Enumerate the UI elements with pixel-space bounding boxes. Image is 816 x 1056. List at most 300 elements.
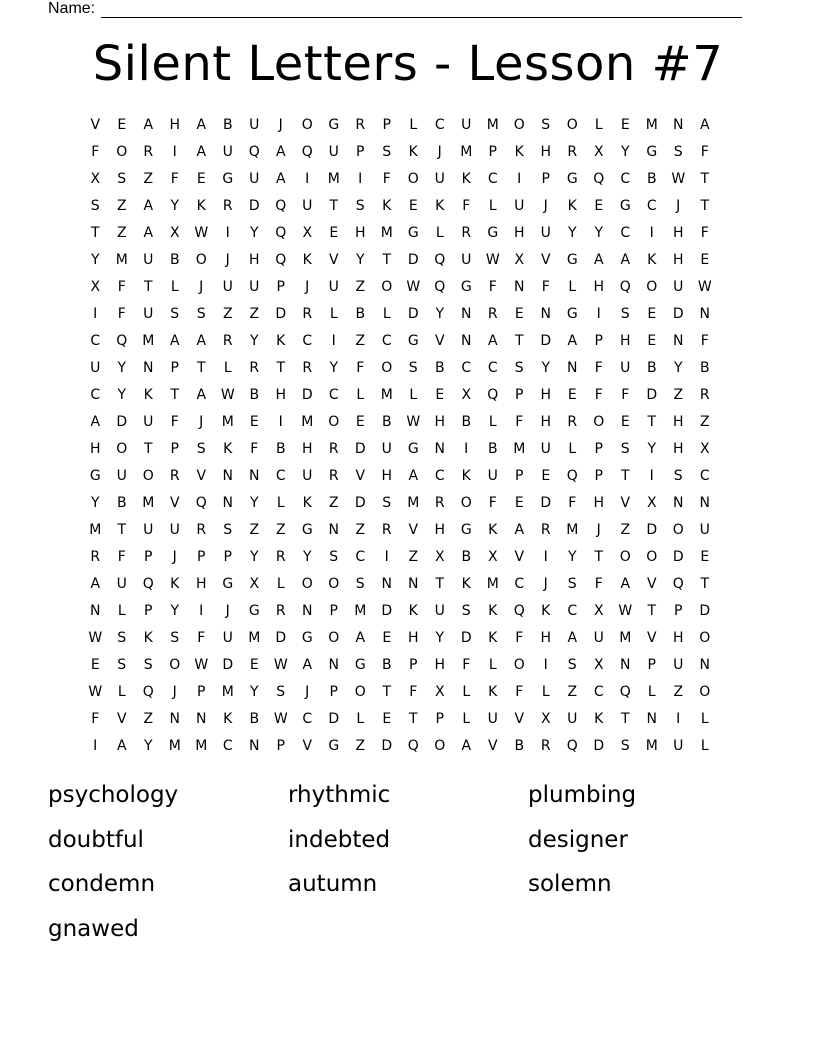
grid-letter: E xyxy=(90,657,100,673)
grid-letter: T xyxy=(382,252,392,268)
word-search-grid xyxy=(82,112,718,760)
grid-letter: U xyxy=(169,522,180,538)
grid-letter: F xyxy=(594,576,603,592)
grid-letter: M xyxy=(142,495,155,511)
grid-letter: N xyxy=(328,522,339,538)
grid-letter: M xyxy=(89,522,102,538)
grid-letter: P xyxy=(223,549,232,565)
grid-letter: H xyxy=(672,441,684,457)
grid-letter: E xyxy=(196,171,206,187)
grid-letter: A xyxy=(408,468,419,484)
grid-letter: Y xyxy=(567,225,577,241)
grid-letter: B xyxy=(355,306,366,322)
grid-letter: H xyxy=(593,279,605,295)
grid-letter: F xyxy=(462,657,471,673)
grid-letter: M xyxy=(460,144,473,160)
grid-letter: Z xyxy=(116,225,127,241)
grid-letter: F xyxy=(117,306,126,322)
grid-letter: Z xyxy=(143,711,154,727)
grid-letter: F xyxy=(170,171,179,187)
grid-letter: S xyxy=(355,198,365,214)
grid-letter: T xyxy=(647,603,657,619)
grid-letter: A xyxy=(275,171,286,187)
grid-letter: Z xyxy=(673,387,684,403)
grid-letter: E xyxy=(355,414,365,430)
grid-letter: P xyxy=(329,684,338,700)
grid-letter: R xyxy=(249,360,260,376)
grid-letter: P xyxy=(170,360,179,376)
grid-letter: J xyxy=(437,144,442,160)
grid-letter: H xyxy=(248,252,260,268)
grid-letter: B xyxy=(249,711,260,727)
grid-letter: N xyxy=(90,603,101,619)
grid-letter: C xyxy=(487,360,498,376)
grid-letter: Y xyxy=(249,549,259,565)
grid-letter: E xyxy=(329,225,339,241)
grid-letter: Q xyxy=(116,333,128,349)
grid-letter: L xyxy=(409,387,418,403)
grid-letter: G xyxy=(646,144,658,160)
grid-letter: H xyxy=(434,414,446,430)
grid-letter: Q xyxy=(301,144,313,160)
grid-letter: C xyxy=(699,468,710,484)
grid-letter: I xyxy=(93,738,98,754)
grid-letter: F xyxy=(594,387,603,403)
grid-letter: R xyxy=(567,414,578,430)
word-list-item: autumn xyxy=(288,871,378,897)
name-label: Name: xyxy=(48,0,96,17)
grid-letter: P xyxy=(435,711,444,727)
grid-letter: Z xyxy=(620,522,631,538)
grid-letter: F xyxy=(515,414,524,430)
grid-letter: M xyxy=(115,252,128,268)
grid-letter: U xyxy=(222,279,233,295)
grid-letter: Y xyxy=(673,360,683,376)
grid-letter: L xyxy=(276,495,285,511)
grid-letter: B xyxy=(116,495,127,511)
grid-letter: F xyxy=(488,279,497,295)
grid-letter: J xyxy=(278,117,283,133)
grid-letter: Z xyxy=(673,684,684,700)
grid-letter: G xyxy=(301,522,313,538)
grid-letter: O xyxy=(646,279,658,295)
grid-letter: B xyxy=(699,360,710,376)
grid-letter: U xyxy=(434,171,445,187)
grid-letter: S xyxy=(541,117,551,133)
grid-letter: E xyxy=(700,549,710,565)
grid-letter: E xyxy=(382,711,392,727)
grid-letter: F xyxy=(250,441,259,457)
grid-letter: J xyxy=(543,576,548,592)
grid-letter: R xyxy=(540,738,551,754)
grid-letter: D xyxy=(593,738,605,754)
grid-letter: I xyxy=(543,657,548,673)
grid-letter: Q xyxy=(407,738,419,754)
grid-letter: I xyxy=(305,171,310,187)
grid-letter: X xyxy=(487,549,498,565)
grid-letter: K xyxy=(302,252,312,268)
grid-letter: G xyxy=(248,603,260,619)
grid-letter: L xyxy=(462,684,471,700)
grid-letter: K xyxy=(170,576,180,592)
grid-letter: X xyxy=(434,684,445,700)
grid-letter: U xyxy=(328,144,339,160)
grid-letter: S xyxy=(382,144,392,160)
grid-letter: F xyxy=(356,360,365,376)
grid-letter: M xyxy=(354,603,367,619)
grid-letter: N xyxy=(249,468,260,484)
grid-letter: G xyxy=(222,576,234,592)
grid-letter: L xyxy=(276,576,285,592)
grid-letter: C xyxy=(461,360,472,376)
grid-letter: C xyxy=(487,171,498,187)
grid-letter: Y xyxy=(170,198,180,214)
grid-letter: Y xyxy=(249,495,259,511)
grid-letter: E xyxy=(567,387,577,403)
grid-letter: U xyxy=(249,171,260,187)
grid-letter: P xyxy=(197,549,206,565)
grid-letter: O xyxy=(381,360,393,376)
grid-letter: B xyxy=(434,360,445,376)
grid-letter: F xyxy=(568,495,577,511)
grid-letter: C xyxy=(434,117,445,133)
word-list xyxy=(48,777,768,955)
grid-letter: D xyxy=(381,603,393,619)
grid-letter: S xyxy=(143,657,153,673)
grid-letter: H xyxy=(169,117,181,133)
grid-letter: R xyxy=(143,144,154,160)
grid-letter: C xyxy=(90,333,101,349)
grid-letter: U xyxy=(620,360,631,376)
grid-letter: S xyxy=(117,630,127,646)
grid-letter: R xyxy=(540,522,551,538)
grid-letter: O xyxy=(407,171,419,187)
grid-letter: K xyxy=(461,171,471,187)
grid-letter: G xyxy=(407,225,419,241)
grid-letter: Q xyxy=(566,738,578,754)
grid-letter: K xyxy=(143,630,153,646)
grid-letter: J xyxy=(172,549,177,565)
grid-letter: U xyxy=(567,711,578,727)
grid-letter: Z xyxy=(328,495,339,511)
grid-letter: G xyxy=(328,117,340,133)
grid-letter: Y xyxy=(90,252,100,268)
grid-letter: Y xyxy=(117,387,127,403)
grid-letter: V xyxy=(646,576,657,592)
grid-letter: B xyxy=(222,117,233,133)
grid-letter: F xyxy=(515,630,524,646)
grid-letter: X xyxy=(169,225,180,241)
grid-letter: A xyxy=(196,387,207,403)
grid-letter: B xyxy=(381,414,392,430)
grid-letter: O xyxy=(513,657,525,673)
grid-letter: U xyxy=(540,225,551,241)
grid-letter: E xyxy=(408,198,418,214)
grid-letter: I xyxy=(596,306,601,322)
grid-letter: H xyxy=(407,630,419,646)
grid-letter: F xyxy=(382,171,391,187)
grid-letter: C xyxy=(355,549,366,565)
grid-letter: O xyxy=(169,657,181,673)
grid-letter: N xyxy=(461,306,472,322)
grid-letter: C xyxy=(302,711,313,727)
grid-letter: N xyxy=(222,468,233,484)
grid-letter: C xyxy=(328,387,339,403)
grid-letter: P xyxy=(170,441,179,457)
grid-letter: G xyxy=(89,468,101,484)
grid-letter: N xyxy=(673,117,684,133)
grid-letter: K xyxy=(461,468,471,484)
grid-letter: D xyxy=(407,252,419,268)
grid-letter: S xyxy=(170,630,180,646)
grid-letter: G xyxy=(354,657,366,673)
grid-letter: V xyxy=(514,549,525,565)
grid-letter: N xyxy=(620,657,631,673)
grid-letter: L xyxy=(329,306,338,322)
grid-letter: K xyxy=(223,441,233,457)
grid-letter: S xyxy=(355,576,365,592)
grid-letter: U xyxy=(487,468,498,484)
grid-letter: J xyxy=(225,603,230,619)
word-list-item: plumbing xyxy=(528,782,637,808)
grid-letter: P xyxy=(594,468,603,484)
grid-letter: F xyxy=(700,225,709,241)
grid-letter: X xyxy=(540,711,551,727)
grid-letter: U xyxy=(434,603,445,619)
grid-letter: C xyxy=(222,738,233,754)
grid-letter: D xyxy=(328,711,340,727)
grid-letter: L xyxy=(223,360,232,376)
grid-letter: H xyxy=(672,414,684,430)
grid-letter: B xyxy=(461,549,472,565)
grid-letter: H xyxy=(540,144,552,160)
grid-letter: I xyxy=(225,225,230,241)
grid-letter: S xyxy=(117,657,127,673)
grid-letter: O xyxy=(619,549,631,565)
grid-letter: H xyxy=(195,576,207,592)
grid-letter: J xyxy=(543,198,548,214)
grid-letter: N xyxy=(673,495,684,511)
grid-letter: D xyxy=(116,414,128,430)
grid-letter: K xyxy=(514,144,524,160)
grid-letter: E xyxy=(249,657,259,673)
grid-letter: R xyxy=(328,468,339,484)
grid-letter: T xyxy=(143,441,153,457)
grid-letter: X xyxy=(302,225,313,241)
grid-letter: R xyxy=(302,360,313,376)
grid-letter: C xyxy=(646,198,657,214)
grid-letter: Y xyxy=(647,441,657,457)
grid-letter: U xyxy=(461,252,472,268)
grid-letter: M xyxy=(513,441,526,457)
grid-letter: B xyxy=(249,387,260,403)
grid-letter: N xyxy=(514,279,525,295)
grid-letter: N xyxy=(646,711,657,727)
grid-letter: M xyxy=(380,387,393,403)
grid-letter: P xyxy=(488,144,497,160)
grid-letter: W xyxy=(273,711,288,727)
grid-letter: U xyxy=(222,144,233,160)
grid-letter: K xyxy=(143,387,153,403)
grid-letter: R xyxy=(90,549,101,565)
grid-letter: K xyxy=(488,603,498,619)
grid-letter: G xyxy=(460,279,472,295)
grid-letter: V xyxy=(646,630,657,646)
grid-letter: E xyxy=(620,117,630,133)
grid-letter: Z xyxy=(355,738,366,754)
grid-letter: E xyxy=(700,252,710,268)
grid-letter: K xyxy=(196,198,206,214)
grid-letter: D xyxy=(672,549,684,565)
grid-letter: Y xyxy=(249,333,259,349)
grid-letter: R xyxy=(461,225,472,241)
grid-letter: O xyxy=(142,468,154,484)
grid-letter: V xyxy=(540,252,551,268)
grid-letter: H xyxy=(593,495,605,511)
grid-letter: T xyxy=(382,684,392,700)
grid-letter: I xyxy=(358,171,363,187)
grid-letter: T xyxy=(408,711,418,727)
grid-letter: T xyxy=(700,198,710,214)
grid-letter: Q xyxy=(434,279,446,295)
grid-letter: A xyxy=(620,252,631,268)
grid-letter: M xyxy=(407,495,420,511)
grid-letter: N xyxy=(328,657,339,673)
grid-letter: N xyxy=(699,306,710,322)
grid-letter: F xyxy=(541,279,550,295)
grid-letter: K xyxy=(435,198,445,214)
grid-letter: Y xyxy=(594,225,604,241)
word-list-item: indebted xyxy=(288,826,391,853)
grid-letter: D xyxy=(354,495,366,511)
grid-letter: F xyxy=(700,333,709,349)
grid-letter: Q xyxy=(142,684,154,700)
grid-letter: J xyxy=(225,252,230,268)
grid-letter: N xyxy=(381,576,392,592)
grid-letter: K xyxy=(488,522,498,538)
grid-letter: U xyxy=(116,576,127,592)
grid-letter: M xyxy=(645,738,658,754)
grid-letter: U xyxy=(487,711,498,727)
grid-letter: I xyxy=(199,603,204,619)
grid-letter: E xyxy=(249,414,259,430)
grid-letter: D xyxy=(248,198,260,214)
grid-letter: A xyxy=(196,333,207,349)
grid-letter: I xyxy=(543,549,548,565)
grid-letter: L xyxy=(117,603,126,619)
grid-letter: A xyxy=(620,576,631,592)
grid-letter: M xyxy=(380,225,393,241)
grid-letter: Y xyxy=(302,549,312,565)
grid-letter: F xyxy=(594,360,603,376)
grid-letter: Z xyxy=(355,522,366,538)
grid-letter: N xyxy=(699,495,710,511)
grid-letter: A xyxy=(514,522,525,538)
grid-letter: Q xyxy=(195,495,207,511)
grid-letter: L xyxy=(462,711,471,727)
grid-letter: N xyxy=(699,657,710,673)
grid-letter: K xyxy=(276,333,286,349)
grid-letter: L xyxy=(170,279,179,295)
grid-letter: G xyxy=(222,171,234,187)
grid-letter: U xyxy=(699,522,710,538)
grid-letter: C xyxy=(434,468,445,484)
grid-letter: F xyxy=(197,630,206,646)
grid-letter: O xyxy=(593,414,605,430)
grid-letter: Q xyxy=(434,252,446,268)
grid-letter: M xyxy=(195,738,208,754)
grid-letter: K xyxy=(647,252,657,268)
grid-letter: H xyxy=(275,387,287,403)
grid-letter: S xyxy=(90,198,100,214)
grid-letter: S xyxy=(567,576,577,592)
grid-letter: U xyxy=(249,117,260,133)
grid-letter: H xyxy=(672,630,684,646)
grid-letter: O xyxy=(328,414,340,430)
grid-letter: Q xyxy=(619,684,631,700)
grid-letter: Y xyxy=(435,630,445,646)
grid-letter: Z xyxy=(567,684,578,700)
grid-letter: V xyxy=(514,711,525,727)
grid-letter: R xyxy=(275,603,286,619)
grid-letter: Y xyxy=(355,252,365,268)
grid-letter: S xyxy=(673,468,683,484)
grid-letter: P xyxy=(409,657,418,673)
grid-letter: I xyxy=(517,171,522,187)
grid-letter: S xyxy=(408,360,418,376)
grid-letter: E xyxy=(514,495,524,511)
grid-letter: P xyxy=(674,603,683,619)
grid-letter: A xyxy=(275,144,286,160)
grid-letter: E xyxy=(514,306,524,322)
grid-letter: U xyxy=(143,252,154,268)
grid-letter: T xyxy=(700,171,710,187)
word-list-item: solemn xyxy=(528,871,612,897)
grid-letter: G xyxy=(328,738,340,754)
grid-letter: D xyxy=(540,333,552,349)
grid-letter: P xyxy=(515,468,524,484)
grid-letter: X xyxy=(514,252,525,268)
grid-letter: N xyxy=(673,333,684,349)
grid-letter: M xyxy=(645,117,658,133)
grid-letter: G xyxy=(407,441,419,457)
grid-letter: E xyxy=(594,198,604,214)
grid-letter: K xyxy=(223,711,233,727)
grid-letter: U xyxy=(540,441,551,457)
grid-letter: K xyxy=(302,495,312,511)
grid-letter: A xyxy=(355,630,366,646)
grid-letter: A xyxy=(116,738,127,754)
grid-letter: V xyxy=(116,711,127,727)
grid-letter: R xyxy=(222,198,233,214)
grid-letter: A xyxy=(593,252,604,268)
grid-letter: P xyxy=(276,279,285,295)
grid-letter: B xyxy=(646,360,657,376)
grid-letter: O xyxy=(646,549,658,565)
name-blank-line xyxy=(101,2,742,18)
grid-letter: A xyxy=(143,198,154,214)
grid-letter: A xyxy=(302,657,313,673)
grid-letter: T xyxy=(170,387,180,403)
grid-letter: A xyxy=(461,738,472,754)
grid-letter: H xyxy=(434,522,446,538)
grid-letter: Q xyxy=(619,279,631,295)
grid-letter: Q xyxy=(248,144,260,160)
grid-letter: Z xyxy=(143,171,154,187)
grid-letter: F xyxy=(488,495,497,511)
grid-letter: Y xyxy=(90,495,100,511)
grid-letter: Q xyxy=(566,468,578,484)
